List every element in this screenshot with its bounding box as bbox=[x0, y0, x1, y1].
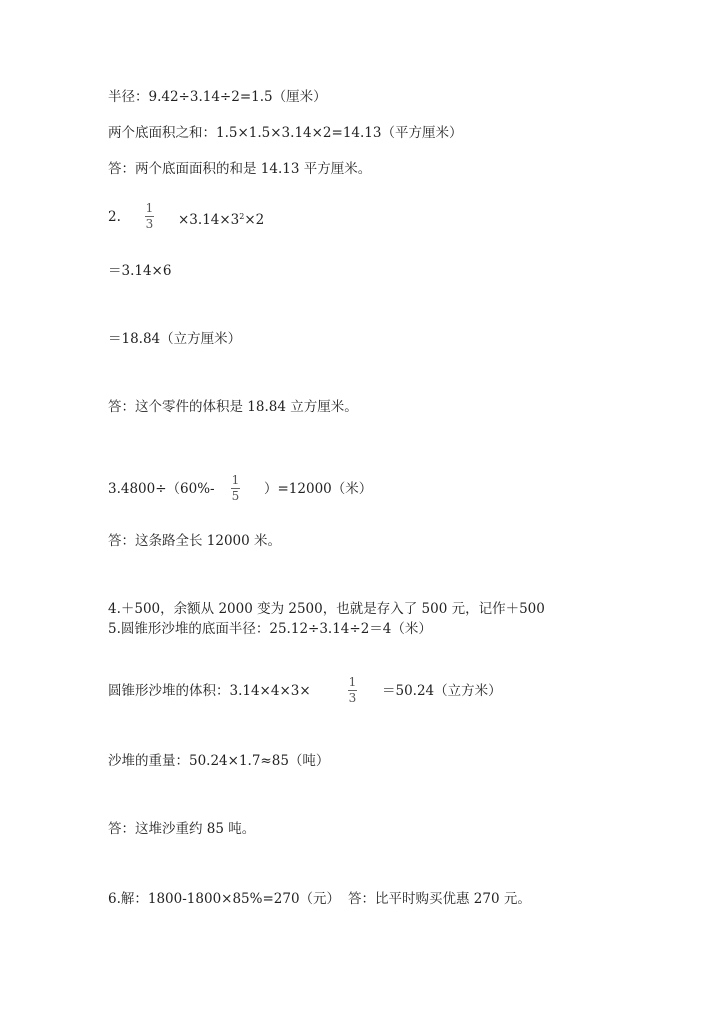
base-area-sum-line: 两个底面积之和：1.5×1.5×3.14×2=14.13（平方厘米） bbox=[108, 125, 463, 141]
fraction-numerator: 1 bbox=[145, 201, 154, 215]
fraction-denominator: 3 bbox=[145, 217, 154, 231]
q5-radius-line: 5.圆锥形沙堆的底面半径：25.12÷3.14÷2＝4（米） bbox=[108, 621, 432, 637]
q2-step-2: ＝18.84（立方厘米） bbox=[108, 331, 242, 347]
q2-exponent: 2 bbox=[239, 212, 245, 221]
q2-expression bbox=[178, 208, 264, 229]
q5-weight-line: 沙堆的重量：50.24×1.7≈85（吨） bbox=[108, 753, 330, 769]
q3-prefix: 3.4800÷（60%- bbox=[108, 481, 215, 497]
fraction-denominator: 5 bbox=[231, 489, 240, 503]
answer-1: 答：两个底面面积的和是 14.13 平方厘米。 bbox=[108, 161, 372, 177]
q5-volume-prefix: 圆锥形沙堆的体积：3.14×4×3× bbox=[108, 683, 311, 699]
q3-suffix: ）=12000（米） bbox=[264, 481, 373, 497]
q6-answer: 答：比平时购买优惠 270 元。 bbox=[348, 891, 531, 907]
q4-line: 4.＋500，余额从 2000 变为 2500，也就是存入了 500 元，记作＋500 bbox=[108, 601, 545, 617]
q2-prefix: 2. bbox=[108, 209, 121, 225]
q5-volume-suffix: ＝50.24（立方米） bbox=[382, 683, 502, 699]
answer-3: 答：这条路全长 12000 米。 bbox=[108, 533, 282, 549]
fraction-denominator: 3 bbox=[348, 691, 357, 705]
fraction-numerator: 1 bbox=[231, 473, 240, 487]
answer-5: 答：这堆沙重约 85 吨。 bbox=[108, 821, 256, 837]
radius-line: 半径：9.42÷3.14÷2=1.5（厘米） bbox=[108, 89, 327, 105]
q5-fraction bbox=[348, 676, 357, 705]
q3-fraction bbox=[231, 474, 240, 503]
fraction-numerator: 1 bbox=[348, 675, 357, 689]
q6-calculation: 6.解：1800-1800×85%=270（元） bbox=[108, 891, 341, 907]
q2-expression-tail: ×2 bbox=[244, 212, 265, 228]
q2-expression-main: ×3.14×3 bbox=[178, 212, 240, 228]
q2-fraction bbox=[145, 202, 154, 231]
q2-step-1: ＝3.14×6 bbox=[108, 263, 172, 279]
answer-2: 答：这个零件的体积是 18.84 立方厘米。 bbox=[108, 399, 358, 415]
